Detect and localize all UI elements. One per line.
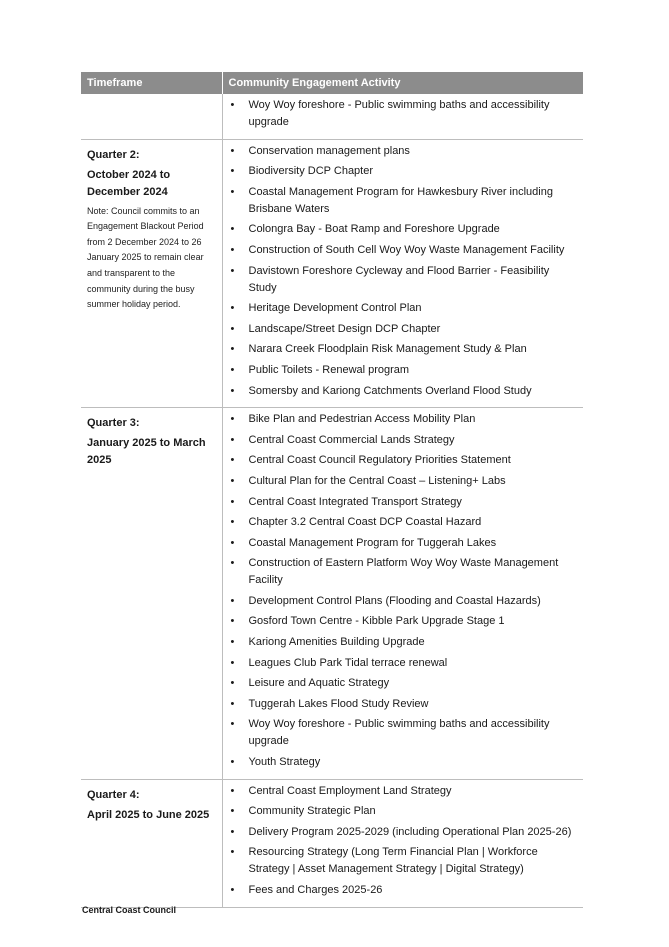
timeframe-cell <box>81 94 222 139</box>
activity-item: • Youth Strategy <box>229 754 580 771</box>
activity-item: • Delivery Program 2025-2029 (including Operational Plan 2025-26) <box>229 824 580 841</box>
table-header <box>81 72 583 94</box>
quarter-label: Quarter 4: <box>87 788 140 801</box>
engagement-table <box>81 72 583 908</box>
activity-item: • Fees and Charges 2025-26 <box>229 882 580 899</box>
table-row <box>81 408 583 780</box>
quarter-period: April 2025 to June 2025 <box>87 808 210 821</box>
activity-item: • Gosford Town Centre - Kibble Park Upgrade Stage 1 <box>229 613 580 630</box>
quarter-period: October 2024 to December 2024 <box>87 168 171 198</box>
activity-list <box>229 411 580 771</box>
activity-item: • Central Coast Commercial Lands Strategy <box>229 432 580 449</box>
timeframe-cell <box>81 139 222 408</box>
activity-item: • Development Control Plans (Flooding and Coastal Hazards) <box>229 593 580 610</box>
activity-item: • Colongra Bay - Boat Ramp and Foreshore Upgrade <box>229 221 580 238</box>
timeframe-cell <box>81 779 222 907</box>
activity-item: • Narara Creek Floodplain Risk Management Study & Plan <box>229 341 580 358</box>
activity-item: • Bike Plan and Pedestrian Access Mobility Plan <box>229 411 580 428</box>
activity-list <box>229 783 580 899</box>
activity-item: • Chapter 3.2 Central Coast DCP Coastal Hazard <box>229 514 580 531</box>
activity-item: • Heritage Development Control Plan <box>229 300 580 317</box>
table-body <box>81 94 583 907</box>
activity-list <box>229 97 580 131</box>
activity-list <box>229 143 580 400</box>
activity-cell <box>222 779 583 907</box>
activity-item: • Somersby and Kariong Catchments Overland Flood Study <box>229 383 580 400</box>
activity-item: • Central Coast Council Regulatory Priorities Statement <box>229 452 580 469</box>
activity-item: • Coastal Management Program for Hawkesbury River including Brisbane Waters <box>229 184 580 218</box>
activity-item: • Cultural Plan for the Central Coast – Listening+ Labs <box>229 473 580 490</box>
activity-item: • Resourcing Strategy (Long Term Financial Plan | Workforce Strategy | Asset Management Strategy | Digital Strategy) <box>229 844 580 878</box>
activity-item: • Central Coast Employment Land Strategy <box>229 783 580 800</box>
header-timeframe: Timeframe <box>81 72 222 94</box>
activity-item: • Leagues Club Park Tidal terrace renewal <box>229 655 580 672</box>
activity-item: • Woy Woy foreshore - Public swimming baths and accessibility upgrade <box>229 716 580 750</box>
quarter-label: Quarter 3: <box>87 417 140 430</box>
activity-cell <box>222 94 583 139</box>
activity-item: • Landscape/Street Design DCP Chapter <box>229 321 580 338</box>
quarter-label: Quarter 2: <box>87 148 140 161</box>
table-row <box>81 779 583 907</box>
table-row <box>81 139 583 408</box>
timeframe-cell <box>81 408 222 780</box>
header-activity: Community Engagement Activity <box>222 72 583 94</box>
activity-cell <box>222 408 583 780</box>
quarter-period: January 2025 to March 2025 <box>87 437 206 467</box>
activity-item: • Tuggerah Lakes Flood Study Review <box>229 696 580 713</box>
activity-item: • Central Coast Integrated Transport Strategy <box>229 494 580 511</box>
activity-item: • Construction of South Cell Woy Woy Waste Management Facility <box>229 242 580 259</box>
activity-item: • Construction of Eastern Platform Woy Woy Waste Management Facility <box>229 555 580 589</box>
activity-item: • Leisure and Aquatic Strategy <box>229 675 580 692</box>
activity-item: • Davistown Foreshore Cycleway and Flood Barrier - Feasibility Study <box>229 263 580 297</box>
activity-item: • Conservation management plans <box>229 143 580 160</box>
activity-item: • Coastal Management Program for Tuggerah Lakes <box>229 535 580 552</box>
activity-item: • Biodiversity DCP Chapter <box>229 163 580 180</box>
activity-item: • Woy Woy foreshore - Public swimming baths and accessibility upgrade <box>229 97 580 131</box>
footer-organisation: Central Coast Council <box>82 905 177 915</box>
activity-item: • Community Strategic Plan <box>229 803 580 820</box>
blackout-note: Note: Council commits to an Engagement Blackout Period from 2 December 2024 to 26 January 2025 to remain clear and transparent to the community during the busy summer holiday period. <box>87 205 204 310</box>
activity-item: • Kariong Amenities Building Upgrade <box>229 634 580 651</box>
activity-item: • Public Toilets - Renewal program <box>229 362 580 379</box>
activity-cell <box>222 139 583 408</box>
table-row <box>81 94 583 139</box>
